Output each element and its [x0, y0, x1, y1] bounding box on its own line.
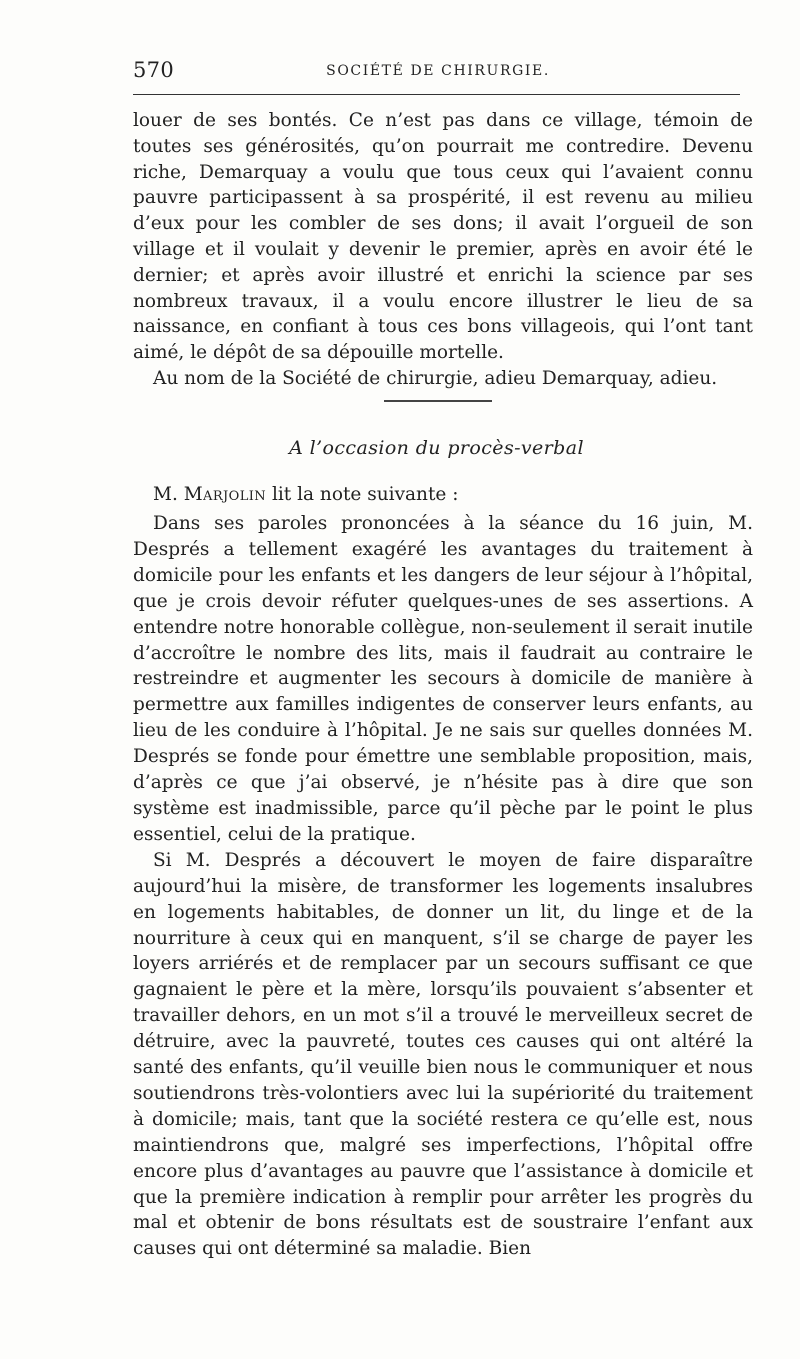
page-number: 570: [133, 58, 174, 82]
note-paragraph-2: Si M. Després a découvert le moyen de faire disparaître aujourd’hui la misère, de transformer les logements insalubres en logements habitables, de donner un lit, du linge et de la nourriture à ceux qui en manquent, s’il se charge de payer les loyers arriérés et de remplacer par un secours suffisant ce que gagnaient le père et la mère, lorsqu’ils pouvaient s’absenter et travailler dehors, en un mot s’il a trouvé le merveilleux secret de détruire, avec la pauvreté, toutes ces causes qui ont altéré la santé des enfants, qu’il veuille bien nous le communiquer et nous soutiendrons très-volontiers avec lui la supériorité du traitement à domicile; mais, tant que la société restera ce qu’elle est, nous maintiendrons que, malgré ses imperfections, l’hôpital offre encore plus d’avantages au pauvre que l’assistance à domicile et que la première indication à remplir pour arrêter les progrès du mal et obtenir de bons résultats est de soustraire l’enfant aux causes qui ont déterminé sa maladie. Bien: [133, 849, 753, 1260]
running-title: SOCIÉTÉ DE CHIRURGIE.: [326, 63, 550, 79]
continuation-text: [133, 108, 753, 392]
note-text: [133, 511, 753, 1262]
continuation-paragraph: louer de ses bontés. Ce n’est pas dans ce village, témoin de toutes ses générosités, qu’on pourrait me contredire. Devenu riche, Demarquay a voulu que tous ceux qui l’avaient connu pauvre participassent à sa prospérité, il est revenu au milieu d’eux pour les combler de ses dons; il avait l’orgueil de son village et il voulait y devenir le premier, après en avoir été le dernier; et après avoir illustré et enrichi la science par ses nombreux travaux, il a voulu encore illustrer le lieu de sa naissance, en confiant à tous ces bons villageois, qui l’ont tant aimé, le dépôt de sa dépouille mortelle.: [133, 110, 753, 364]
section-heading: A l’occasion du procès-verbal: [289, 437, 584, 459]
note-paragraph-1: Dans ses paroles prononcées à la séance du 16 juin, M. Després a tellement exagéré les avantages du traitement à domicile pour les enfants et les dangers de leur séjour à l’hôpital, que je crois devoir réfuter quelques-unes de ses assertions. A entendre notre honorable collègue, non-seulement il serait inutile d’accroître le nombre des lits, mais il faudrait au contraire le restreindre et augmenter les secours à domicile de manière à permettre aux familles indigentes de conserver leurs enfants, au lieu de les conduire à l’hôpital. Je ne sais sur quelles données M. Després se fonde pour émettre une semblable proposition, mais, d’après ce que j’ai observé, je n’hésite pas à dire que son système est inadmissible, parce qu’il pèche par le point le plus essentiel, celui de la pratique.: [133, 513, 753, 845]
speaker-name: Marjolin: [183, 484, 267, 505]
speaker-intro-suffix: lit la note suivante :: [271, 484, 459, 505]
running-head: [133, 58, 743, 88]
speaker-prefix: M.: [153, 484, 178, 505]
farewell-paragraph: Au nom de la Société de chirurgie, adieu Demarquay, adieu.: [153, 367, 718, 389]
speaker-intro: [153, 484, 753, 505]
header-rule: [133, 94, 740, 95]
section-separator-rule: [384, 400, 492, 402]
